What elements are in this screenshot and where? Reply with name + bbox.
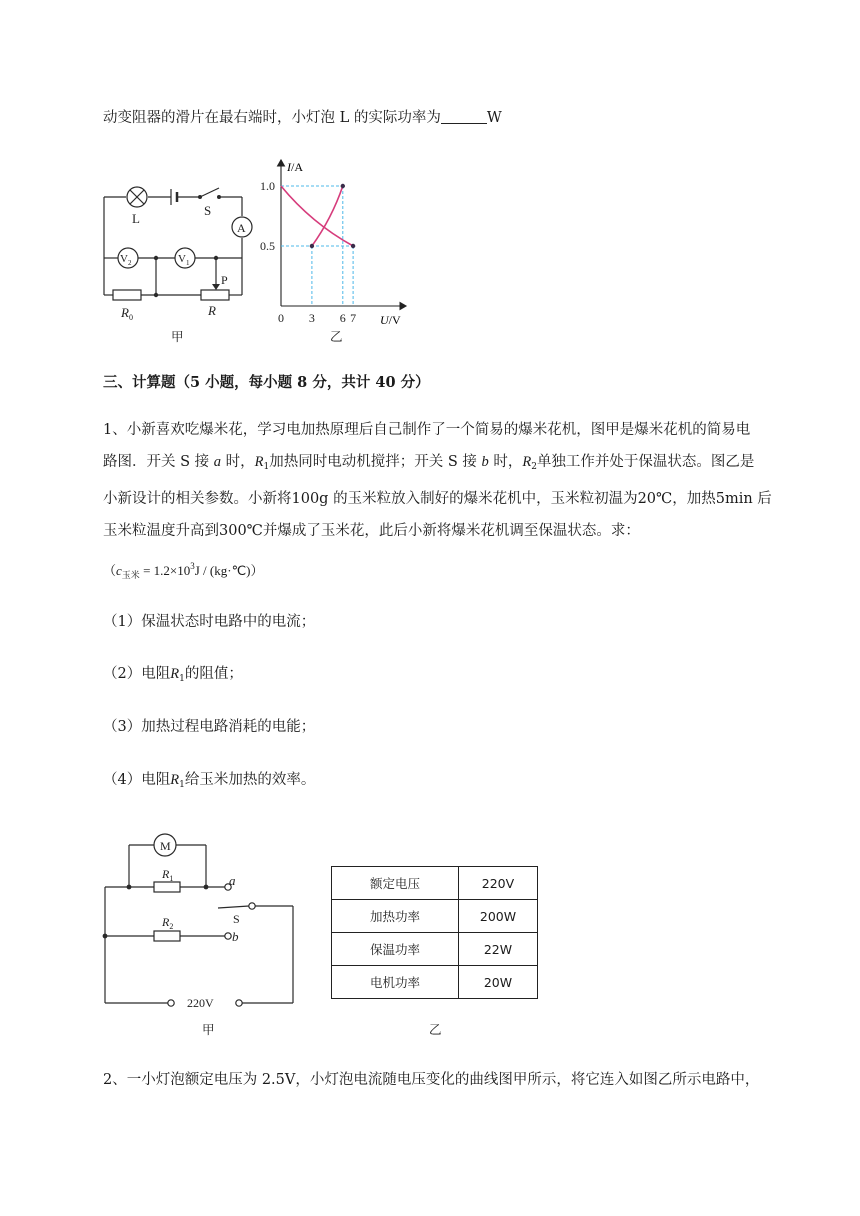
x-axis-label: U/V <box>380 313 401 325</box>
y-tick-label: 1.0 <box>260 179 275 193</box>
lamp-label: L <box>132 211 140 226</box>
v2-label: $V_2$ <box>120 253 132 267</box>
slider-label: P <box>221 273 228 287</box>
param-name: 保温功率 <box>332 933 459 966</box>
switch-label: S <box>204 203 212 218</box>
sub-question-4: （4）电阻$R_1$给玉米加热的效率。 <box>103 772 316 790</box>
param-name: 加热功率 <box>332 900 459 933</box>
series-curve <box>281 186 353 246</box>
y-axis-label: I/A <box>287 160 303 174</box>
figure-caption-yi: 乙 <box>330 329 343 344</box>
x-tick-label: 7 <box>350 311 357 325</box>
terminal-a-label: a <box>229 873 236 888</box>
answer-blank[interactable] <box>441 109 487 124</box>
question-1: 1、小新喜欢吃爆米花，学习电加热原理后自己制作了一个简易的爆米花机，图甲是爆米花机的简易电 路图．开关 S 接 a 时，$R_1$加热同时电动机搅拌；开关 S 接 b 时，$R_2$单独工作并处于保温状态。图乙是 小新设计的相关参数。小新将100g 的玉米粒放入制好的爆米花机中，玉米粒初温为20℃，加热5min 后 玉米粒温度升高到300℃并爆成了玉米花，此后小新将爆米花机调至保温状态。求： <box>103 422 772 539</box>
x-tick-label: 0 <box>278 311 284 325</box>
param-name: 额定电压 <box>332 867 459 900</box>
y-tick-label: 0.5 <box>260 239 275 253</box>
parameter-table <box>331 866 538 999</box>
figure2-caption-yi: 乙 <box>429 1022 442 1037</box>
circuit-diagram-2 <box>96 828 306 1018</box>
data-point <box>310 244 314 248</box>
table-row <box>332 900 538 933</box>
table-row <box>332 933 538 966</box>
ammeter-label: A <box>237 221 246 235</box>
sub-question-3: （3）加热过程电路消耗的电能； <box>103 719 316 735</box>
table-row <box>332 867 538 900</box>
r1-label: $R_1$ <box>162 867 174 883</box>
circuit-diagram-1 <box>95 180 275 340</box>
question-2: 2、一小灯泡额定电压为 2.5V，小灯泡电流随电压变化的曲线图甲所示，将它连入如图乙所示电路中， <box>103 1072 760 1088</box>
r0-label: $R_0$ <box>121 305 133 322</box>
terminal-b-label: b <box>232 929 239 944</box>
switch-s-label: S <box>233 912 240 926</box>
section-heading: 三、计算题（5 小题，每小题 8 分，共计 40 分） <box>103 374 430 391</box>
table-row <box>332 966 538 999</box>
r-label: R <box>208 303 216 318</box>
iu-chart <box>258 155 418 325</box>
param-value: 22W <box>459 933 538 966</box>
param-value: 20W <box>459 966 538 999</box>
param-value: 200W <box>459 900 538 933</box>
voltage-label: 220V <box>187 996 214 1010</box>
specific-heat-formula: （$c_{玉米} = 1.2\times 10^3J$ / (kg·℃)） <box>103 561 264 580</box>
param-name: 电机功率 <box>332 966 459 999</box>
figure-caption-jia: 甲 <box>171 329 184 344</box>
figure2-caption-jia: 甲 <box>202 1022 215 1037</box>
data-point <box>341 184 345 188</box>
sub-question-1: （1）保温状态时电路中的电流； <box>103 614 316 630</box>
sub-question-2: （2）电阻$R_1$的阻值； <box>103 666 243 684</box>
param-value: 220V <box>459 867 538 900</box>
x-tick-label: 6 <box>339 311 346 325</box>
v1-label: $V_1$ <box>178 253 190 267</box>
r2-label: $R_2$ <box>162 915 174 931</box>
x-tick-label: 3 <box>308 311 315 325</box>
motor-label: M <box>160 839 171 853</box>
data-point <box>351 244 355 248</box>
question-text-top: 动变阻器的滑片在最右端时，小灯泡 L 的实际功率为 W <box>103 110 502 126</box>
